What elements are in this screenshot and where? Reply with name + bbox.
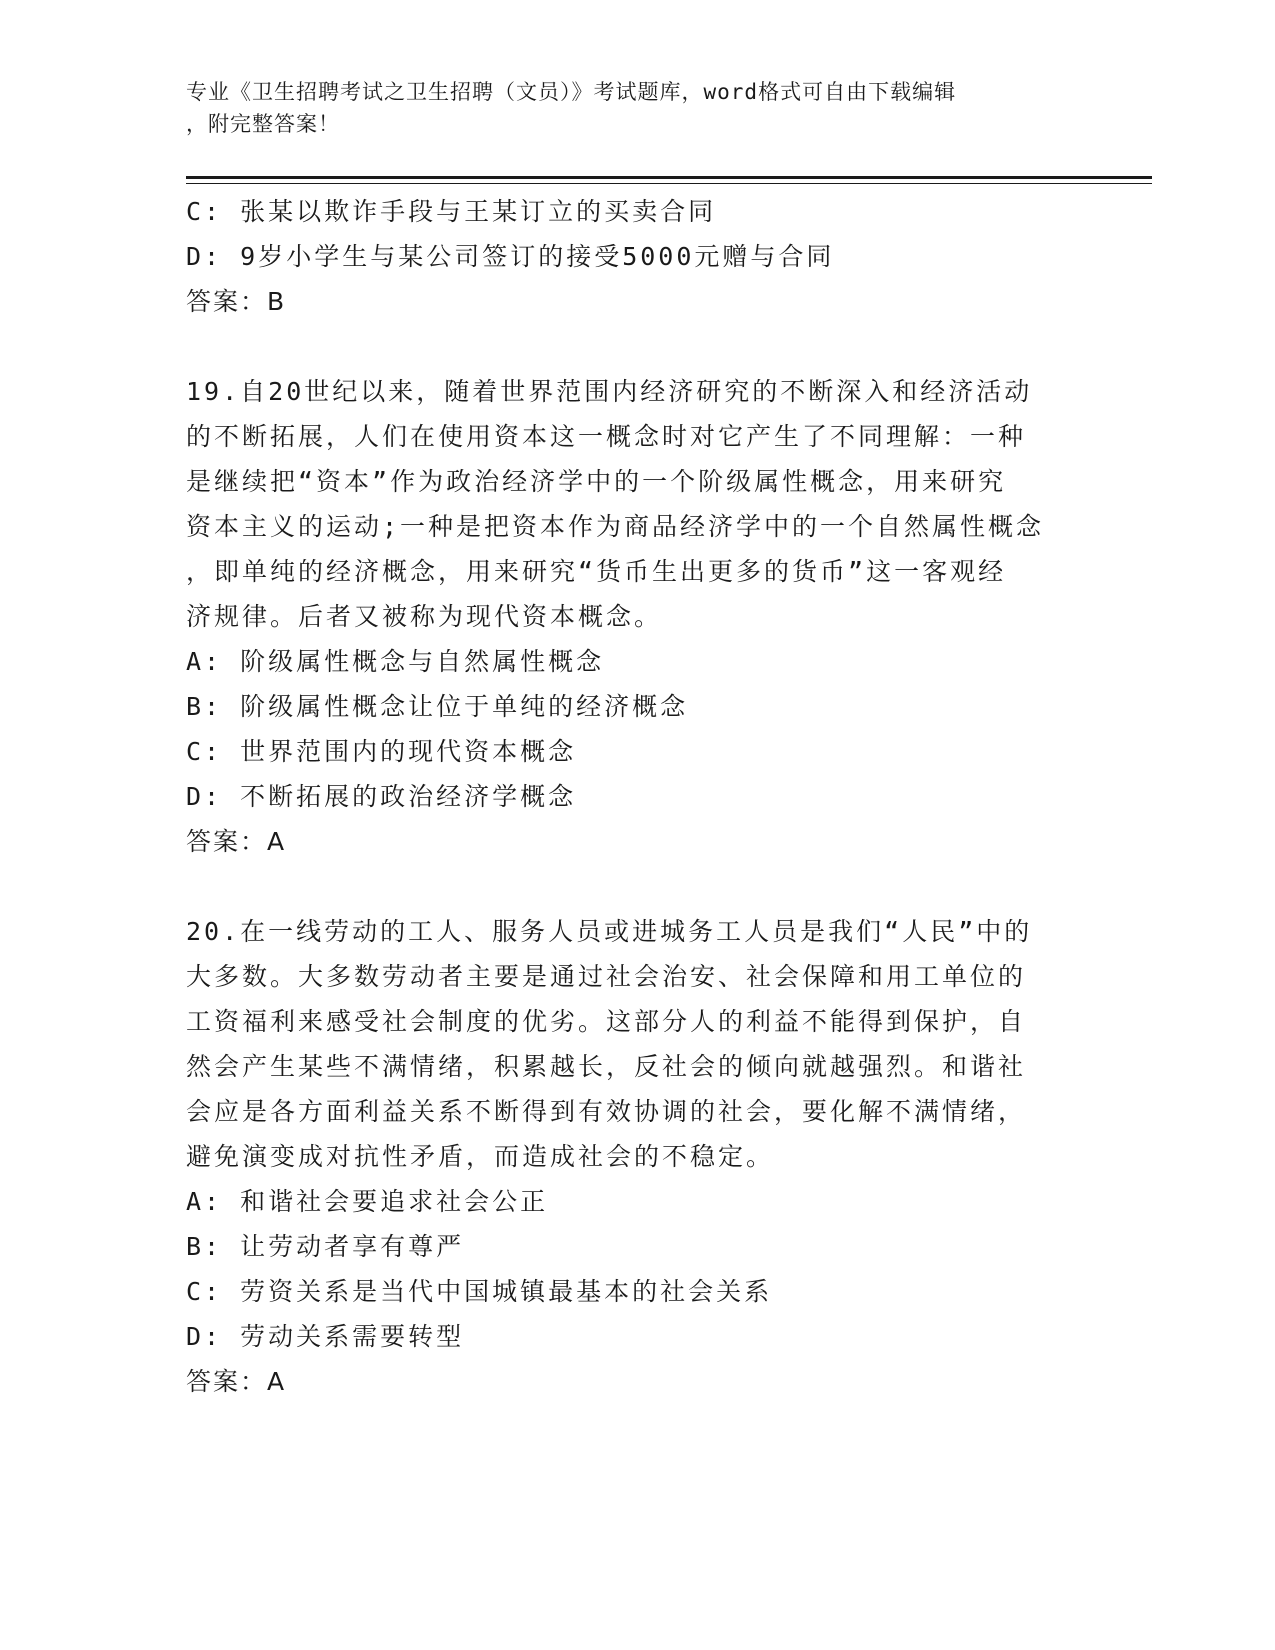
question-stem-line: 20.在一线劳动的工人、服务人员或进城务工人员是我们“人民”中的: [186, 917, 1033, 946]
question-stem-line: 大多数。大多数劳动者主要是通过社会治安、社会保障和用工单位的: [186, 962, 1027, 991]
option-c: C: 张某以欺诈手段与王某订立的买卖合同: [186, 197, 717, 226]
option-d: D: 9岁小学生与某公司签订的接受5000元赠与合同: [186, 242, 835, 271]
option-c: C: 世界范围内的现代资本概念: [186, 737, 577, 766]
option-d: D: 劳动关系需要转型: [186, 1322, 465, 1351]
option-b: B: 阶级属性概念让位于单纯的经济概念: [186, 692, 689, 721]
question-stem-line: 19.自20世纪以来，随着世界范围内经济研究的不断深入和经济活动: [186, 377, 1033, 406]
answer-text: 答案：B: [186, 287, 287, 316]
question-content: [186, 189, 1086, 1404]
answer-text: 答案：A: [186, 1367, 287, 1396]
header-line: ，附完整答案！: [186, 112, 340, 136]
header-line: 专业《卫生招聘考试之卫生招聘（文员）》考试题库，word格式可自由下载编辑: [186, 80, 957, 104]
spacer: [186, 864, 1086, 909]
spacer: [186, 324, 1086, 369]
answer-text: 答案：A: [186, 827, 287, 856]
question-18: [186, 189, 1086, 324]
question-stem-line: 的不断拓展，人们在使用资本这一概念时对它产生了不同理解：一种: [186, 422, 1027, 451]
question-19: [186, 369, 1086, 864]
question-stem-line: 资本主义的运动;一种是把资本作为商品经济学中的一个自然属性概念: [186, 512, 1045, 541]
question-stem-line: 工资福利来感受社会制度的优劣。这部分人的利益不能得到保护，自: [186, 1007, 1027, 1036]
option-a: A: 阶级属性概念与自然属性概念: [186, 647, 605, 676]
question-stem-line: 是继续把“资本”作为政治经济学中的一个阶级属性概念，用来研究: [186, 467, 1007, 496]
header-divider: [186, 176, 1152, 179]
option-d: D: 不断拓展的政治经济学概念: [186, 782, 577, 811]
question-20: [186, 909, 1086, 1404]
question-stem-line: 会应是各方面利益关系不断得到有效协调的社会，要化解不满情绪，: [186, 1097, 1027, 1126]
question-stem-line: 然会产生某些不满情绪，积累越长，反社会的倾向就越强烈。和谐社: [186, 1052, 1027, 1081]
option-b: B: 让劳动者享有尊严: [186, 1232, 465, 1261]
option-c: C: 劳资关系是当代中国城镇最基本的社会关系: [186, 1277, 773, 1306]
question-stem-line: 避免演变成对抗性矛盾，而造成社会的不稳定。: [186, 1142, 775, 1171]
option-a: A: 和谐社会要追求社会公正: [186, 1187, 549, 1216]
header-divider-thin: [186, 183, 1152, 184]
document-header: [186, 76, 1086, 140]
question-stem-line: 济规律。后者又被称为现代资本概念。: [186, 602, 663, 631]
question-stem-line: ，即单纯的经济概念，用来研究“货币生出更多的货币”这一客观经: [186, 557, 1007, 586]
